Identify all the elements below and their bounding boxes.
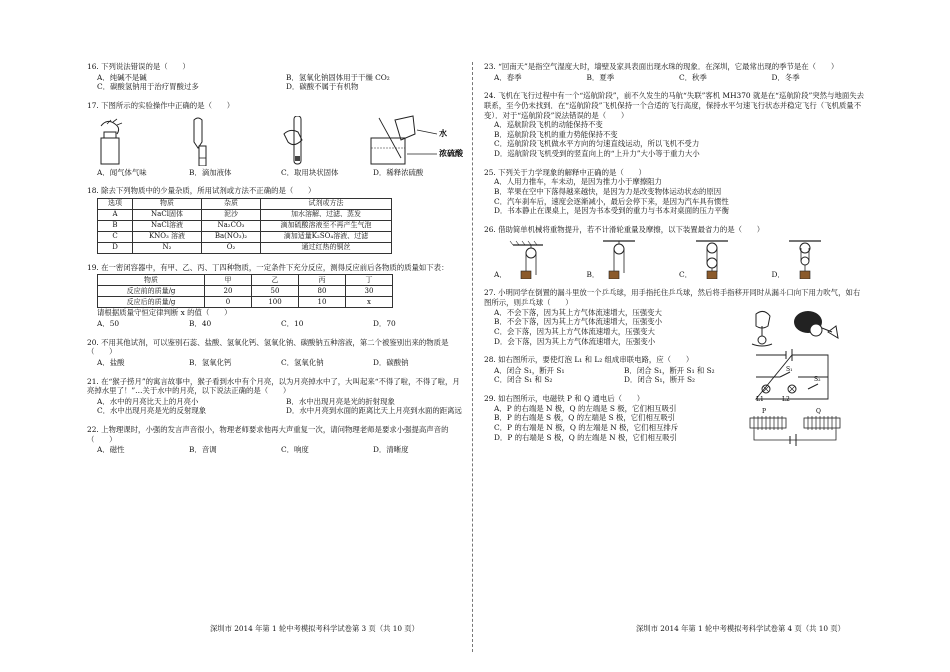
option-a: A．P 的右端是 N 极，Q 的左端是 S 极，它们相互吸引: [494, 403, 677, 413]
table-header: 物质: [98, 275, 205, 286]
options: [484, 366, 744, 385]
table-cell: D: [98, 242, 133, 253]
option-label: B．: [586, 269, 600, 279]
question-21: [87, 377, 465, 417]
options: [484, 237, 864, 279]
option-b: B．氢氧化钠固体用于干燥 CO₂: [286, 72, 390, 82]
question-26: [484, 225, 864, 280]
table-cell: x: [346, 297, 393, 308]
option-d: D．70: [373, 319, 396, 328]
question-22: [87, 425, 465, 455]
options: [87, 358, 465, 368]
table-row: [98, 297, 393, 308]
label-water: 水: [438, 128, 447, 138]
table-cell: O₂: [202, 242, 261, 253]
option-c: C．汽车刹车后，速度会逐渐减小，最后会停下来，是因为汽车具有惯性: [494, 196, 729, 206]
options: [87, 445, 465, 455]
option-b: B．不会下落，因为其上方气体流速增大，压强变小: [494, 317, 663, 327]
label-s1: S₁: [786, 366, 793, 374]
question-25: [484, 168, 864, 216]
table-cell: 滴加适量K₂SO₄溶液、过滤: [261, 231, 392, 242]
option-b: B．水中出现月亮是光的折射现象: [286, 396, 395, 406]
table-header: 甲: [205, 275, 252, 286]
question-27: [484, 288, 864, 346]
label-s2: S₂: [814, 376, 821, 384]
option-b: B．苹果在空中下落得越来越快，是因为力是改变物体运动状态的原因: [494, 186, 722, 196]
question-17: [87, 101, 465, 177]
option-label: A．: [494, 269, 507, 279]
dilution-illustration: [365, 114, 465, 166]
smell-gas-illustration: [87, 116, 137, 166]
option-b: B．夏季: [586, 72, 615, 82]
lever-illustration: [507, 237, 547, 279]
question-19: [87, 263, 465, 329]
right-column: [484, 62, 864, 451]
option-a: A．50: [97, 319, 120, 328]
table-row: [98, 242, 392, 253]
option-a: [494, 237, 587, 279]
option-b: B．闭合 S₁，断开 S₁ 和 S₂: [624, 365, 715, 375]
table-header: 杂质: [202, 198, 261, 209]
question-stem: 18. 除去下列物质中的少量杂质，所用试剂或方法不正确的是（ ）: [87, 186, 316, 196]
figure-dilute-acid: [365, 114, 465, 166]
option-a: A．闻气体气味: [97, 167, 147, 177]
table-row: [98, 220, 392, 231]
option-b: B．滴加液体: [189, 167, 232, 177]
option-c: C．P 的右端是 N 极，Q 的左端是 N 极，它们相互排斥: [494, 422, 679, 432]
question-23: [484, 62, 864, 82]
option-c: C．会下落，因为其上方气体流速增大，压强变大: [494, 326, 655, 336]
option-d: D．巡航阶段飞机受到的竖直向上的“上升力”大小等于重力大小: [494, 149, 700, 158]
table-header: 试剂或方法: [261, 198, 392, 209]
question-20: [87, 338, 465, 368]
question-stem: 28. 如右图所示，要使灯泡 L₁ 和 L₂ 组成串联电路，应（ ）: [484, 355, 694, 365]
question-note: 请根据质量守恒定律判断 x 的值（ ）: [97, 308, 232, 318]
question-stem: 16. 下列说法错误的是（ ）: [87, 62, 190, 71]
table-cell: 通过红热的铜丝: [261, 242, 392, 253]
question-stem: 25. 下列关于力学现象的解释中正确的是（ ）: [484, 167, 646, 177]
option-c: C．响度: [281, 445, 309, 455]
question-stem: 29. 如右图所示，电磁铁 P 和 Q 通电后（ ）: [484, 394, 645, 403]
option-label: D．: [771, 269, 785, 279]
figure-smell-gas: [87, 116, 137, 166]
table-row: [98, 286, 393, 297]
question-stem: 19. 在一密闭容器中，有甲、乙、丙、丁四种物质，一定条件下充分反应，测得反应前后各物质的质量如下表：: [87, 262, 449, 272]
option-d: D．闭合 S₁，断开 S₂: [624, 375, 696, 385]
options: [484, 73, 864, 83]
table-cell: 反应后的质量/g: [98, 297, 205, 308]
option-c: C．取用块状固体: [281, 167, 339, 177]
question-18: [87, 186, 465, 254]
option-c: C．巡航阶段飞机做水平方向的匀速直线运动，所以飞机不受力: [494, 139, 700, 149]
table-cell: N₂: [133, 242, 202, 253]
option-c: [679, 237, 772, 279]
question-16: [87, 62, 465, 92]
question-stem: 27. 小明同学在倒置的漏斗里放一个乒乓球，用手指托住乒乓球，然后将手指移开同时从漏斗口向下用力吹气，如右图所示，则乒乓球（ ）: [484, 288, 861, 307]
option-c: C．闭合 S₁ 和 S₂: [494, 375, 553, 385]
option-a: A．纯碱不是碱: [97, 72, 147, 82]
table-cell: 100: [252, 297, 299, 308]
option-d: D．稀释浓硫酸: [373, 167, 424, 177]
options: [87, 168, 465, 178]
table-cell: 泥沙: [202, 209, 261, 220]
option-d: D．P 的右端是 S 极，Q 的左端是 N 极，它们相互吸引: [494, 432, 678, 442]
electromagnet-diagram: [746, 406, 846, 446]
option-label: C．: [679, 269, 693, 279]
question-24: [484, 91, 864, 158]
option-b: B．巡航阶段飞机的重力势能保持不变: [494, 129, 618, 139]
movable-pulley-illustration: [785, 237, 825, 279]
question-stem: 17. 下图所示的实验操作中正确的是（ ）: [87, 100, 235, 110]
option-b: [587, 237, 680, 279]
table-cell: 50: [252, 286, 299, 297]
label-q: Q: [816, 408, 821, 415]
table-header: 物质: [133, 198, 202, 209]
mass-table: [97, 274, 393, 308]
option-c: C．氢氧化钠: [281, 357, 324, 367]
table-cell: NaCl固体: [133, 209, 202, 220]
options: [484, 177, 864, 216]
table-cell: B: [98, 220, 133, 231]
option-d: D．冬季: [771, 72, 800, 82]
option-d: D．碳酸钠: [373, 357, 409, 367]
option-c: C．碳酸氢钠用于治疗胃酸过多: [97, 82, 199, 92]
table-cell: 10: [299, 297, 346, 308]
options: [87, 397, 465, 416]
left-column: [87, 62, 465, 464]
options: [87, 73, 465, 92]
table-cell: C: [98, 231, 133, 242]
question-29: [484, 394, 864, 442]
option-a: A．不会下落，因为其上方气体流速增大，压强变大: [494, 307, 662, 317]
options: [87, 319, 465, 329]
option-a: A．巡航阶段飞机的动能保持不变: [494, 120, 603, 130]
table-cell: Ba(NO₃)₂: [202, 231, 261, 242]
table-header: 选项: [98, 198, 133, 209]
table-header: 丙: [299, 275, 346, 286]
question-stem: 22. 上物理课时，小强的发言声音很小，物理老师要求他再大声重复一次，请问物理老师是要求小强提高声音的（ ）: [87, 425, 449, 444]
page-footer-right: 深圳市 2014 年第 1 轮中考模拟考科学试卷第 4 页（共 10 页）: [636, 624, 845, 633]
option-c: C．秋季: [679, 72, 707, 82]
option-d: D．碳酸不属于有机物: [286, 82, 359, 92]
question-stem: 24. 飞机在飞行过程中有一个“巡航阶段”，前不久发生的马航“失联”客机 MH370 就是在“巡航阶段”突然与地面失去联系，至今仍未找到．在“巡航阶段”飞机保持一个合适的飞行高度，保持水平匀速飞行状态并稳定飞行（飞机质量不变）．对于“巡航阶段”说法错误的是（ ）: [484, 91, 865, 120]
table-header: 丁: [346, 275, 393, 286]
option-b: B．40: [189, 319, 212, 328]
option-b: B．氢氧化钙: [189, 357, 232, 367]
table-cell: 滴加硫酸溶液至不再产生气泡: [261, 220, 392, 231]
option-d: D．清晰度: [373, 445, 409, 455]
option-d: D．会下落，因为其上方气体流速增大，压强变小: [494, 336, 656, 346]
option-c: C．10: [281, 319, 304, 328]
label-l2: L2: [782, 396, 790, 404]
test-tube-illustration: [272, 116, 322, 166]
table-cell: Na₂CO₃: [202, 220, 261, 231]
table-cell: 30: [346, 286, 393, 297]
question-stem: 23. “回南天”是指空气湿度大时，墙壁及家具表面出现水珠的现象．在深圳，它最常出现的季节是在（ ）: [484, 62, 839, 71]
figure-drop-liquid: [180, 116, 230, 166]
table-cell: A: [98, 209, 133, 220]
option-b: B．音调: [189, 445, 217, 455]
options: [484, 120, 864, 159]
option-a: A．人用力推车，车未动，是因为推力小于摩擦阻力: [494, 177, 662, 187]
table-header: 乙: [252, 275, 299, 286]
label-p: P: [762, 408, 767, 415]
option-d: [772, 237, 865, 279]
question-stem: 26. 借助简单机械将重物提升，若不计滑轮重量及摩擦，以下装置最省力的是（ ）: [484, 224, 765, 234]
lab-figures: [87, 114, 465, 166]
table-cell: KNO₃ 溶液: [133, 231, 202, 242]
option-a: A．闭合 S₁，断开 S₁: [494, 365, 565, 375]
label-l1: L1: [756, 396, 764, 404]
label-concentrated-acid: 浓硫酸: [438, 148, 463, 158]
option-a: A．春季: [494, 72, 522, 82]
question-stem: 21. 在“猴子捞月”的寓言故事中，猴子看到水中有个月亮，以为月亮掉水中了，大叫起来“不得了啦，不得了啦，月亮掉水里了！”…关于水中的月亮，以下说法正确的是（ ）: [87, 376, 460, 396]
table-cell: 加水溶解、过滤、蒸发: [261, 209, 392, 220]
table-row: [98, 209, 392, 220]
option-c: C．水中出现月亮是光的反射现象: [97, 406, 207, 416]
option-b: B．P 的右端是 S 极，Q 的左端是 S 极，它们相互吸引: [494, 413, 676, 423]
option-a: A．盐酸: [97, 357, 125, 367]
table-cell: 0: [205, 297, 252, 308]
option-d: D．书本静止在课桌上，是因为书本受到的重力与书本对桌面的压力平衡: [494, 206, 730, 216]
table-cell: 20: [205, 286, 252, 297]
option-d: D．水中月亮到水面的距离比天上月亮到水面的距离远: [286, 406, 462, 416]
funnel-blow-illustration: [746, 308, 846, 350]
figure-solid-block: [272, 116, 322, 166]
question-stem: 20. 不用其他试剂，可以鉴别石蕊、盐酸、氢氧化钙、氢氧化钠、碳酸钠五种溶液，第二个被鉴别出来的物质是（ ）: [87, 337, 449, 357]
impurity-table: [97, 198, 392, 254]
dropper-illustration: [180, 116, 230, 166]
table-row: [98, 231, 392, 242]
table-cell: 80: [299, 286, 346, 297]
option-a: A．水中的月亮比天上的月亮小: [97, 396, 199, 406]
pulley-block-illustration: [692, 237, 732, 279]
table-cell: 反应前的质量/g: [98, 286, 205, 297]
table-cell: NaCl溶液: [133, 220, 202, 231]
column-divider: [472, 62, 473, 652]
page-footer-left: 深圳市 2014 年第 1 轮中考模拟考科学试卷第 3 页（共 10 页）: [210, 624, 419, 633]
fixed-pulley-illustration: [599, 237, 639, 279]
option-a: A．磁性: [97, 445, 125, 455]
